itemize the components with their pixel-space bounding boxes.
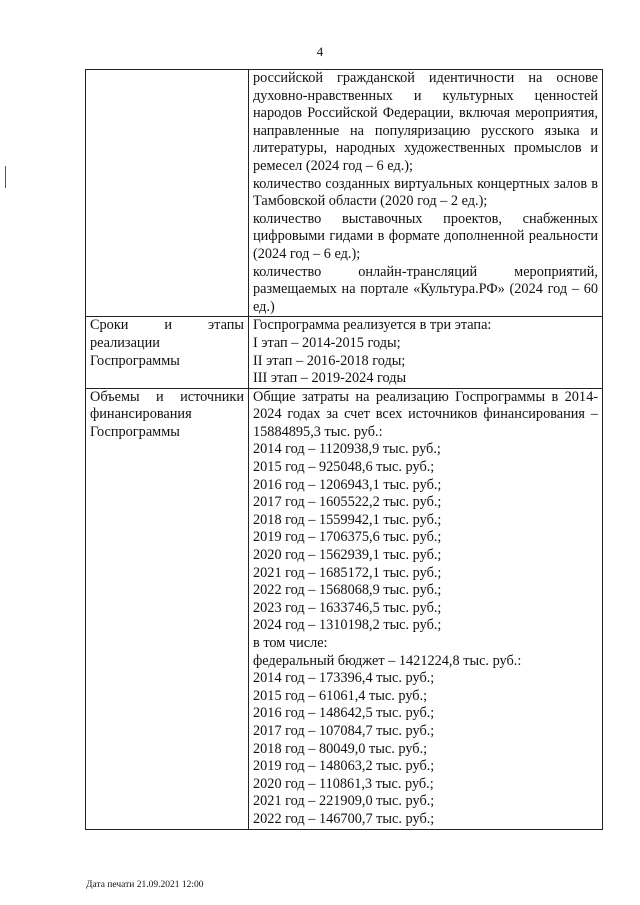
table-row-funding — [86, 388, 603, 829]
including-label: в том числе: — [253, 635, 328, 651]
terms-label: Сроки и этапы реализации Госпрограммы — [90, 317, 244, 369]
indicators-cell — [249, 70, 603, 317]
total-year-line: 2016 год – 1206943,1 тыс. руб.; — [253, 476, 442, 493]
page-number: 4 — [316, 44, 324, 59]
total-year-line: 2015 год – 925048,6 тыс. руб.; — [253, 459, 435, 476]
federal-year-line: 2015 год – 61061,4 тыс. руб.; — [253, 687, 428, 704]
total-year-line: 2023 год – 1633746,5 тыс. руб.; — [253, 599, 442, 616]
indicator-text: количество созданных виртуальных концертных залов в Тамбовской области (2020 год – 2 ед.); — [253, 175, 598, 210]
table-row-terms — [86, 317, 603, 388]
indicator-text: российской гражданской идентичности на основе духовно-нравственных и культурных ценностей народов Российской Федерации, включая мероприятия, направленные на популяризацию русского языка и литературы, народных художественных промыслов и ремесел (2024 год – 6 ед.); — [253, 70, 598, 174]
federal-year-line: 2018 год – 80049,0 тыс. руб.; — [253, 740, 428, 757]
program-passport-table — [85, 69, 603, 830]
federal-year-line: 2019 год – 148063,2 тыс. руб.; — [253, 758, 435, 775]
total-year-line: 2022 год – 1568068,9 тыс. руб.; — [253, 582, 442, 599]
funding-label: Объемы и источники финансирования Госпрограммы — [90, 388, 244, 440]
stage-item: I этап – 2014-2015 годы; — [253, 334, 401, 351]
federal-year-line: 2016 год – 148642,5 тыс. руб.; — [253, 705, 435, 722]
total-year-line: 2020 год – 1562939,1 тыс. руб.; — [253, 547, 442, 564]
federal-year-line: 2014 год – 173396,4 тыс. руб.; — [253, 670, 435, 687]
federal-year-line: 2020 год – 110861,3 тыс. руб.; — [253, 775, 434, 792]
terms-intro: Госпрограмма реализуется в три этапа: — [253, 317, 492, 334]
indicator-text: количество онлайн-трансляций мероприятий, размещаемых на портале «Культура.РФ» (2024 год – 60 ед.) — [253, 263, 598, 315]
total-year-line: 2021 год – 1685172,1 тыс. руб.; — [253, 564, 442, 581]
terms-content-cell — [249, 317, 603, 388]
federal-budget-label: федеральный бюджет – 1421224,8 тыс. руб.: — [253, 652, 522, 669]
total-year-line: 2014 год – 1120938,9 тыс. руб.; — [253, 441, 441, 458]
total-year-line: 2024 год – 1310198,2 тыс. руб.; — [253, 617, 442, 634]
total-year-line: 2019 год – 1706375,6 тыс. руб.; — [253, 529, 442, 546]
funding-label-cell — [86, 388, 249, 829]
federal-year-line: 2022 год – 146700,7 тыс. руб.; — [253, 810, 435, 827]
funding-intro: Общие затраты на реализацию Госпрограммы в 2014-2024 годах за счет всех источников финансирования – 15884895,3 тыс. руб.: — [253, 388, 598, 440]
stage-item: II этап – 2016-2018 годы; — [253, 352, 406, 369]
federal-year-line: 2021 год – 221909,0 тыс. руб.; — [253, 793, 435, 810]
terms-label-cell — [86, 317, 249, 388]
total-year-line: 2018 год – 1559942,1 тыс. руб.; — [253, 511, 442, 528]
stage-item: III этап – 2019-2024 годы — [253, 370, 407, 387]
print-date-footer: Дата печати 21.09.2021 12:00 — [86, 880, 204, 890]
scan-artifact-mark — [5, 166, 6, 188]
table-row-indicators-continued — [86, 70, 603, 317]
indicator-text: количество выставочных проектов, снабженных цифровыми гидами в формате дополненной реальности (2024 год – 6 ед.); — [253, 210, 598, 262]
federal-year-line: 2017 год – 107084,7 тыс. руб.; — [253, 722, 435, 739]
funding-content-cell — [249, 388, 603, 829]
empty-label-cell — [86, 70, 249, 317]
total-year-line: 2017 год – 1605522,2 тыс. руб.; — [253, 494, 442, 511]
